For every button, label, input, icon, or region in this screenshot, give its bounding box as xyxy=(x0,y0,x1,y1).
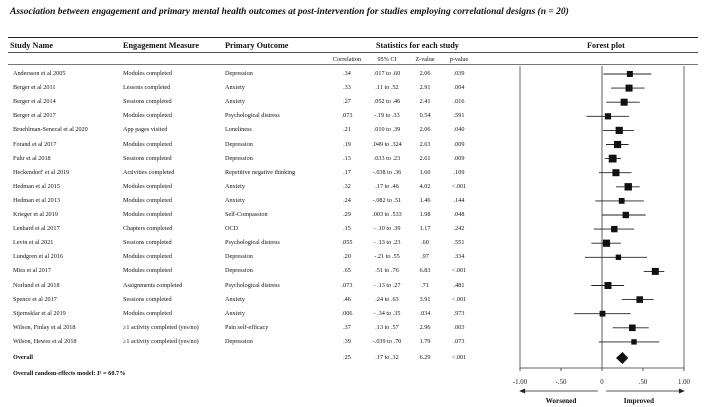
row-correlation: .29 xyxy=(343,211,351,218)
row-engagement: ≥1 activity completed (yes/no) xyxy=(123,323,199,331)
row-engagement: Modules completed xyxy=(123,211,172,218)
effect-marker xyxy=(604,282,611,289)
overall-ci: .17 to .32 xyxy=(375,354,399,361)
row-outcome: Repetitive negative thinking xyxy=(225,168,296,176)
row-study: Krieger et al 2019 xyxy=(13,211,58,218)
effect-marker xyxy=(605,113,611,119)
row-study: Wilson, Hewes et al 2018 xyxy=(13,337,77,345)
row-ci: - .34 to .35 xyxy=(373,309,401,317)
row-ci: .052 to .46 xyxy=(373,98,401,106)
row-engagement: Sessions completed xyxy=(123,98,172,106)
row-correlation: .37 xyxy=(343,323,351,331)
row-outcome: Anxiety xyxy=(225,295,245,303)
row-study: Wilson, Finlay et al 2018 xyxy=(13,323,76,331)
row-ci: .003 to .533 xyxy=(372,211,402,218)
row-correlation: .32 xyxy=(343,182,351,190)
row-ci: -.082 to .51 xyxy=(372,196,402,204)
row-study: Berger et al 2017 xyxy=(13,112,56,120)
improved-arrowhead xyxy=(679,389,685,394)
worsened-arrowhead xyxy=(519,389,525,394)
overall-label: Overall xyxy=(13,354,33,361)
effect-marker xyxy=(614,141,621,148)
row-z: .71 xyxy=(421,281,429,289)
row-z: 3.91 xyxy=(419,295,431,303)
effect-marker xyxy=(600,311,606,317)
row-outcome: Anxiety xyxy=(225,182,245,190)
row-engagement: Sessions completed xyxy=(123,154,172,162)
row-correlation: .33 xyxy=(343,84,351,92)
effect-marker xyxy=(621,99,628,106)
row-correlation: .055 xyxy=(341,239,353,247)
row-correlation: .20 xyxy=(343,253,351,261)
x-tick-label: 0 xyxy=(600,379,604,386)
header-study: Study Name xyxy=(10,41,53,50)
row-p: .109 xyxy=(453,168,465,176)
row-study: Hedman et al 2015 xyxy=(13,182,60,190)
row-outcome: Pain self-efficacy xyxy=(225,323,269,331)
x-tick-label: .50 xyxy=(638,379,648,386)
row-z: 2.61 xyxy=(419,154,431,162)
row-ci: .049 to .324 xyxy=(372,140,402,148)
effect-marker xyxy=(623,212,629,218)
row-engagement: App pages visited xyxy=(123,126,168,134)
row-outcome: Anxiety xyxy=(225,98,245,106)
figure-title: Association between engagement and primary mental health outcomes at post-intervention for studies employing correlational designs (n = 20) xyxy=(10,7,569,17)
row-study: Heckendorf' et al 2019 xyxy=(13,168,70,176)
row-z: 2.41 xyxy=(419,98,431,106)
row-p: .591 xyxy=(453,112,465,120)
row-study: Andersson et al 2005 xyxy=(13,70,66,77)
row-study: Berger et al 2014 xyxy=(13,98,56,106)
row-p: .004 xyxy=(453,84,465,92)
row-outcome: Loneliness xyxy=(225,126,252,134)
effect-marker xyxy=(619,198,625,204)
effect-marker xyxy=(631,339,636,344)
row-z: 2.96 xyxy=(419,323,431,331)
row-ci: .010 to .39 xyxy=(373,126,401,134)
row-correlation: .19 xyxy=(343,140,351,148)
header-engagement: Engagement Measure xyxy=(123,41,200,50)
worsened-label: Worsened xyxy=(545,397,577,405)
row-outcome: Depression xyxy=(225,154,253,162)
row-study: Hedman et al 2013 xyxy=(13,196,60,204)
row-ci: .033 to .23 xyxy=(373,154,401,162)
effect-marker xyxy=(636,296,643,303)
row-study: Lenhard et al 2017 xyxy=(13,225,60,233)
row-outcome: Psychological distress xyxy=(225,281,280,289)
row-p: .551 xyxy=(453,239,465,247)
row-p: .040 xyxy=(453,126,465,134)
row-z: .60 xyxy=(421,239,429,247)
row-outcome: Psychological distress xyxy=(225,239,280,247)
overall-p: <.001 xyxy=(451,354,467,361)
row-p: .048 xyxy=(453,211,465,218)
effect-marker xyxy=(616,127,623,134)
overall-correlation: .25 xyxy=(343,354,351,361)
row-ci: .017 to .60 xyxy=(373,70,401,77)
row-z: 2.91 xyxy=(419,84,431,92)
subheader-z: Z-value xyxy=(415,56,435,63)
row-p: <.001 xyxy=(451,182,467,190)
row-p: .073 xyxy=(453,337,465,345)
row-correlation: .073 xyxy=(341,281,353,289)
row-correlation: .15 xyxy=(343,225,351,233)
row-ci: .11 to .52 xyxy=(375,84,399,92)
row-z: 2.06 xyxy=(419,70,431,77)
effect-marker xyxy=(612,169,619,176)
row-ci: .51 to .76 xyxy=(375,267,399,275)
header-forest: Forest plot xyxy=(587,41,625,50)
overall-z: 6.29 xyxy=(419,354,431,361)
effect-marker xyxy=(629,325,636,332)
row-p: .973 xyxy=(453,309,465,317)
row-study: Norlund et al 2018 xyxy=(13,281,60,289)
row-outcome: OCD xyxy=(225,225,239,233)
row-ci: -.039 to .70 xyxy=(372,337,402,345)
row-p: .242 xyxy=(453,225,465,233)
row-z: 2.06 xyxy=(419,126,431,134)
row-outcome: Depression xyxy=(225,253,253,261)
row-study: Lundgren et al 2016 xyxy=(13,253,64,261)
row-p: .144 xyxy=(453,196,465,204)
row-p: .016 xyxy=(453,98,465,106)
row-correlation: .27 xyxy=(343,98,351,106)
row-correlation: .24 xyxy=(343,196,351,204)
overall-diamond xyxy=(616,352,628,364)
effect-marker xyxy=(611,226,617,232)
row-study: Levin et al 2021 xyxy=(13,239,54,247)
row-engagement: Modules completed xyxy=(123,70,172,77)
effect-marker xyxy=(626,85,633,92)
row-study: Stjernsklar et al 2019 xyxy=(13,309,66,317)
row-z: 1.46 xyxy=(419,196,431,204)
row-ci: - .10 to .39 xyxy=(373,225,401,233)
subheader-ci: 95% CI xyxy=(377,56,397,63)
x-tick-label: -1.00 xyxy=(512,379,528,386)
row-engagement: Chapters completed xyxy=(123,225,173,233)
row-correlation: .39 xyxy=(343,337,351,345)
row-outcome: Self-Compassion xyxy=(225,211,268,218)
row-ci: .24 to .63 xyxy=(375,295,399,303)
row-engagement: Assignments completed xyxy=(123,281,183,289)
row-ci: .17 to .46 xyxy=(375,182,399,190)
row-p: .003 xyxy=(453,323,465,331)
row-engagement: Modules completed xyxy=(123,196,172,204)
row-engagement: Modules completed xyxy=(123,267,172,275)
row-outcome: Depression xyxy=(225,140,253,148)
row-outcome: Depression xyxy=(225,70,253,77)
header-outcome: Primary Outcome xyxy=(225,41,289,50)
row-p: .039 xyxy=(453,70,465,77)
row-z: 6.83 xyxy=(419,267,431,275)
row-z: 1.17 xyxy=(419,225,431,233)
row-p: .009 xyxy=(453,140,465,148)
row-engagement: Sessions completed xyxy=(123,239,172,247)
row-p: <.001 xyxy=(451,267,467,275)
row-study: Mira et al 2017 xyxy=(13,267,51,275)
row-correlation: .46 xyxy=(343,295,351,303)
row-study: Spence et al 2017 xyxy=(13,295,57,303)
subheader-p: p-value xyxy=(449,56,469,63)
row-outcome: Anxiety xyxy=(225,84,245,92)
row-engagement: Sessions completed xyxy=(123,295,172,303)
row-study: Berger et al 2011 xyxy=(13,84,56,92)
row-p: .334 xyxy=(453,253,465,261)
row-engagement: Modules completed xyxy=(123,112,172,120)
row-p: <.001 xyxy=(451,295,467,303)
row-correlation: .65 xyxy=(343,267,351,275)
row-z: .034 xyxy=(419,309,431,317)
improved-label: Improved xyxy=(623,397,655,405)
effect-marker xyxy=(609,155,617,163)
row-z: 2.63 xyxy=(419,140,431,148)
row-ci: -.19 to .33 xyxy=(374,112,400,120)
row-ci: .13 to .57 xyxy=(375,323,399,331)
x-tick-label: 1.00 xyxy=(678,379,690,386)
row-ci: -.038 to .36 xyxy=(372,168,402,176)
row-z: 1.79 xyxy=(419,337,431,345)
row-outcome: Depression xyxy=(225,267,253,275)
row-z: 1.60 xyxy=(419,168,431,176)
row-engagement: Modules completed xyxy=(123,182,172,190)
subheader-correlation: Correlation xyxy=(332,56,362,63)
row-outcome: Psychological distress xyxy=(225,112,280,120)
row-engagement: Modules completed xyxy=(123,253,172,261)
row-correlation: .21 xyxy=(343,126,351,134)
row-p: .009 xyxy=(453,154,465,162)
row-engagement: ≥1 activity completed (yes/no) xyxy=(123,337,199,345)
row-ci: -.21 to .55 xyxy=(374,253,400,261)
row-correlation: .13 xyxy=(343,154,351,162)
row-correlation: .34 xyxy=(343,70,351,77)
row-z: 4.02 xyxy=(419,182,431,190)
row-outcome: Depression xyxy=(225,337,253,345)
row-study: Forand et al 2017 xyxy=(13,140,57,148)
row-engagement: Modules completed xyxy=(123,309,172,317)
effect-marker xyxy=(603,240,610,247)
header-stats: Statistics for each study xyxy=(376,41,459,50)
row-engagement: Modules completed xyxy=(123,140,172,148)
effect-marker xyxy=(652,268,659,275)
row-correlation: .073 xyxy=(341,112,353,120)
row-engagement: Lessons completed xyxy=(123,84,171,92)
row-correlation: .17 xyxy=(343,168,351,176)
row-correlation: .006 xyxy=(341,309,353,317)
row-outcome: Anxiety xyxy=(225,196,245,204)
row-ci: - .13 to .23 xyxy=(373,239,401,247)
row-outcome: Anxiety xyxy=(225,309,245,317)
row-z: .97 xyxy=(421,253,429,261)
row-engagement: Activities completed xyxy=(123,168,175,176)
overall-model-note: Overall random-effects model: I² = 60.7% xyxy=(13,370,126,377)
effect-marker xyxy=(616,255,621,260)
row-ci: - .13 to .27 xyxy=(373,281,401,289)
row-z: 0.54 xyxy=(419,112,431,120)
row-z: 1.98 xyxy=(419,211,431,218)
row-study: Bruehlman-Senecal et al 2020 xyxy=(13,126,88,134)
row-study: Fuhr et al 2018 xyxy=(13,154,51,162)
row-p: .481 xyxy=(453,281,465,289)
effect-marker xyxy=(625,183,632,190)
x-tick-label: -.50 xyxy=(555,379,567,386)
effect-marker xyxy=(627,71,633,77)
